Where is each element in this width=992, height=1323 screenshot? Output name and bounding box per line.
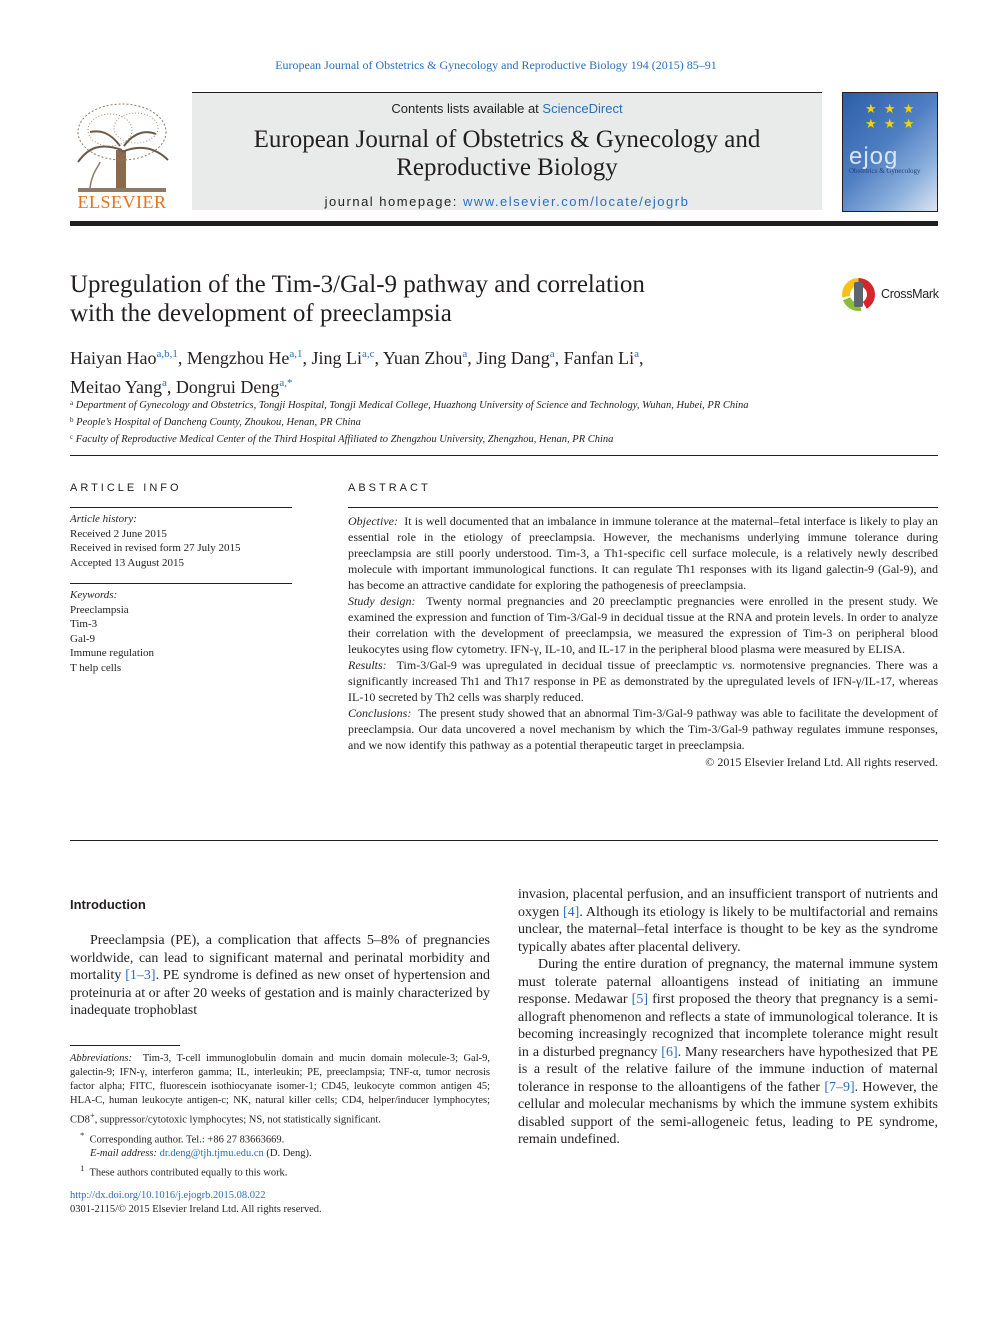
corresponding-text: Corresponding author. Tel.: +86 27 83663669. xyxy=(89,1134,285,1145)
corresponding-footnote xyxy=(70,1128,490,1148)
abstract-conclusions xyxy=(348,705,938,753)
contents-prefix: Contents lists available at xyxy=(391,101,543,116)
introduction-left-column xyxy=(70,932,490,1020)
author-affil[interactable]: a xyxy=(549,348,555,360)
equal-text: These authors contributed equally to this work. xyxy=(89,1167,288,1179)
results-text: Tim-3/Gal-9 was upregulated in decidual tissue of preeclamptic xyxy=(396,658,723,672)
keyword: T help cells xyxy=(70,661,122,674)
keyword: Immune regulation xyxy=(70,647,155,659)
affiliation xyxy=(70,396,938,413)
revised-date: Received in revised form 27 July 2015 xyxy=(70,542,241,554)
journal-title-line2: Reproductive Biology xyxy=(396,154,618,181)
abstract-rule xyxy=(348,507,938,508)
author-sep: , xyxy=(639,348,644,368)
text: Preeclampsia (PE), a complication that affects 5–8% of pregnancies worldwide, can lead to significant maternal and perinatal morbidity and mortality xyxy=(70,933,490,983)
affiliation-text: Department of Gynecology and Obstetrics, Tongji Hospital, Tongji Medical College, Huazhong University of Science and Technology, Wuhan, Hubei, PR China xyxy=(75,400,749,411)
equal-contribution-footnote xyxy=(70,1161,490,1181)
intro-paragraph-2 xyxy=(518,956,938,1149)
email-label: E-mail address: xyxy=(90,1148,157,1159)
results-label: Results: xyxy=(348,658,387,672)
abbreviations-tail: , suppressor/cytotoxic lymphocytes; NS, not statistically significant. xyxy=(94,1114,381,1126)
footnote-rule xyxy=(70,1045,180,1046)
homepage-link[interactable]: www.elsevier.com/locate/ejogrb xyxy=(462,194,690,209)
author-list xyxy=(70,342,800,400)
author-affil[interactable]: a,1 xyxy=(289,348,303,360)
abbreviations-label: Abbreviations: xyxy=(70,1053,133,1064)
crossmark-button[interactable] xyxy=(842,278,942,312)
abstract-heading: ABSTRACT xyxy=(348,482,431,494)
results-text-cont: normotensive pregnancies. There was a significantly increased Th1 and Th17 response in PE as demonstrated by the upregulated levels of IFN-γ/IL-17, whereas IL-10 secreted by Th2 cells was sharply reduced. xyxy=(348,658,938,704)
design-text: Twenty normal pregnancies and 20 preeclamptic pregnancies were enrolled in the present study. We examined the expression and function of Tim-3/Gal-9 in decidual tissue at the RNA and protein levels. In order to analyze their correlation with the development of preeclampsia, we measured the expression of Tim-3 on peripheral blood leukocytes using flow cytometry. IFN-γ, IL-10, and IL-17 in the peripheral blood plasma were measured by ELISA. xyxy=(348,594,938,656)
text: . However, the cellular and molecular mechanisms by which the immune system exhibits disabled support of the semi-allogeneic fetus, leading to PE syndrome, remain undefined. xyxy=(518,1079,938,1147)
article-title xyxy=(70,270,770,328)
author-name[interactable]: Haiyan Hao xyxy=(70,348,157,368)
intro-paragraph-1-cont xyxy=(518,886,938,956)
contents-line xyxy=(192,101,822,116)
author-name[interactable]: Yuan Zhou xyxy=(382,348,463,368)
accepted-date: Accepted 13 August 2015 xyxy=(70,556,184,569)
footnote-mark: * xyxy=(80,1129,85,1140)
abbreviations-sup: + xyxy=(89,1110,95,1120)
footnote-mark: 1 xyxy=(80,1163,85,1173)
doi-line xyxy=(70,1189,490,1203)
homepage-line xyxy=(192,194,822,209)
ref-link[interactable]: [4] xyxy=(563,904,580,920)
article-info-rule xyxy=(70,507,292,508)
text: invasion, placental perfusion, and an insufficient transport of nutrients and oxygen xyxy=(518,887,938,920)
journal-title xyxy=(192,126,822,182)
affiliations xyxy=(70,396,938,447)
article-history xyxy=(70,512,292,570)
author-name[interactable]: Jing Dang xyxy=(476,348,550,368)
footnotes xyxy=(70,1052,490,1217)
author-sep: , xyxy=(374,348,383,368)
author-affil[interactable]: a xyxy=(634,348,640,360)
keywords-label: Keywords: xyxy=(70,589,118,601)
author-sep: , xyxy=(166,377,176,397)
author-name[interactable]: Fanfan Li xyxy=(563,348,635,368)
author-affil[interactable]: a,c xyxy=(362,348,375,360)
text: . PE syndrome is defined as new onset of hypertension and proteinuria at or after 20 weeks of gestation and is mainly characterized by inadequate trophoblast xyxy=(70,968,490,1018)
cover-stars-icon: ★ ★ ★ ★ ★ ★ xyxy=(865,101,917,131)
abstract-results xyxy=(348,657,938,705)
author-affil[interactable]: a,b,1 xyxy=(156,348,178,360)
affiliation-key: b xyxy=(70,416,74,424)
ref-link[interactable]: [5] xyxy=(631,992,648,1007)
design-label: Study design: xyxy=(348,594,416,608)
keyword: Preeclampsia xyxy=(70,603,129,616)
elsevier-wordmark: ELSEVIER xyxy=(77,192,167,212)
history-label: Article history: xyxy=(70,513,137,525)
author-name[interactable]: Meitao Yang xyxy=(70,377,163,397)
keywords-rule xyxy=(70,583,292,584)
article-info-heading: ARTICLE INFO xyxy=(70,482,182,494)
abstract-copyright: © 2015 Elsevier Ireland Ltd. All rights reserved. xyxy=(705,755,938,769)
affiliation-rule xyxy=(70,455,938,456)
abbreviations-text: Tim-3, T-cell immunoglobulin domain and mucin domain molecule-3; Gal-9, galectin-9; IFN-γ, interferon gamma; IL, interleukin; PE, preeclampsia; TNF-α, tumor necrosis factor alpha; FITC, fluorescein isothiocyanate isomer-1; CD45, leukocyte common antigen 45; HLA-C, human leukocyte antigen-c; NK, natural killer cells; CD4, helper/inducer lymphocytes; CD8 xyxy=(70,1053,490,1126)
abstract-design xyxy=(348,593,938,657)
masthead xyxy=(70,92,938,228)
cover-logo: ejog xyxy=(849,143,899,170)
results-vs: vs. xyxy=(722,658,736,672)
affiliation-key: c xyxy=(70,433,74,441)
crossmark-icon xyxy=(842,278,875,311)
abstract-body xyxy=(348,513,938,770)
keywords xyxy=(70,588,292,675)
cover-caption: Obstetrics & Gynecology xyxy=(849,167,921,175)
crossmark-label: CrossMark xyxy=(881,287,939,301)
author-name[interactable]: Dongrui Deng xyxy=(175,377,280,397)
keyword: Tim-3 xyxy=(70,618,98,630)
article-title-line2: with the development of preeclampsia xyxy=(70,300,452,327)
tree-icon xyxy=(70,102,174,198)
abstract-objective xyxy=(348,513,938,593)
affiliation-text: Faculty of Reproductive Medical Center of the Third Hospital Affiliated to Zhengzhou University, Zhengzhou, Henan, PR China xyxy=(75,434,614,445)
author-name[interactable]: Mengzhou He xyxy=(186,348,290,368)
conclusions-label: Conclusions: xyxy=(348,706,412,720)
author-sep: , xyxy=(554,348,564,368)
email-link[interactable]: dr.deng@tjh.tjmu.edu.cn xyxy=(159,1148,264,1159)
author-affil[interactable]: a xyxy=(462,348,468,360)
author-sep: , xyxy=(302,348,312,368)
keyword: Gal-9 xyxy=(70,632,96,645)
issn-line: 0301-2115/© 2015 Elsevier Ireland Ltd. All rights reserved. xyxy=(70,1203,322,1215)
running-head[interactable]: European Journal of Obstetrics & Gynecology and Reproductive Biology 194 (2015) 85–91 xyxy=(275,58,717,72)
objective-label: Objective: xyxy=(348,514,398,528)
objective-text: It is well documented that an imbalance in immune tolerance at the maternal–fetal interface is likely to play an essential role in the etiology of preeclampsia. However, the mechanisms underlying immune tolerance during preeclampsia are still poorly understood. Tim-3, a Th1-specific cell surface molecule, is a relatively newly described molecule with important immunological functions. It can regulate Th1 responses with its ligand galectin-9 (Gal-9), and has become an attractive candidate for exploring the pathogenesis of preeclampsia. xyxy=(348,514,938,592)
journal-cover[interactable] xyxy=(842,92,938,212)
sciencedirect-link[interactable]: ScienceDirect xyxy=(542,101,623,116)
masthead-rule xyxy=(70,221,938,226)
doi-link[interactable]: http://dx.doi.org/10.1016/j.ejogrb.2015.08.022 xyxy=(70,1189,266,1201)
affiliation xyxy=(70,413,938,430)
author-sep: , xyxy=(467,348,477,368)
author-sep: , xyxy=(177,348,187,368)
text: During the entire duration of pregnancy, the maternal immune system must tolerate paternal alloantigens instead of initiating an immune response. Medawar xyxy=(518,957,938,1007)
text: . Many researchers have hypothesized that PE is a result of the relative failure of the immune induction of maternal tolerance in response to the alloantigens of the father xyxy=(518,1044,938,1095)
ref-link[interactable]: [6] xyxy=(661,1044,678,1060)
affiliation-text: People’s Hospital of Dancheng County, Zhoukou, Henan, PR China xyxy=(76,417,361,428)
intro-paragraph-1 xyxy=(70,932,490,1020)
introduction-heading: Introduction xyxy=(70,897,146,912)
author-affil[interactable]: a xyxy=(162,377,167,389)
introduction-right-column xyxy=(518,886,938,1149)
abstract-bottom-rule xyxy=(70,840,938,841)
journal-banner xyxy=(192,92,822,210)
author-affil[interactable]: a,* xyxy=(279,377,293,389)
ref-link[interactable]: [1–3] xyxy=(125,968,156,983)
email-tail: (D. Deng). xyxy=(263,1148,312,1159)
homepage-prefix: journal homepage: xyxy=(324,194,463,209)
text: first proposed the theory that pregnancy is a semi-allograft phenomenon and reflects a state of immunological tolerance. It is becoming increasingly recognized that incomplete tolerance might result in a disturbed pregnancy xyxy=(518,992,938,1060)
conclusions-text: The present study showed that an abnormal Tim-3/Gal-9 pathway was able to facilitate the development of preeclampsia. Our data uncovered a novel mechanism by which the Tim-3/Gal-9 pathway regulates immune responses, and we now identify this pathway as a potential therapeutic target in preeclampsia. xyxy=(348,706,938,752)
author-name[interactable]: Jing Li xyxy=(311,348,362,368)
article-title-line1: Upregulation of the Tim-3/Gal-9 pathway and correlation xyxy=(70,271,645,298)
received-date: Received 2 June 2015 xyxy=(70,527,167,540)
email-footnote xyxy=(70,1147,490,1161)
journal-title-line1: European Journal of Obstetrics & Gynecology and xyxy=(253,126,761,153)
abbreviations-footnote xyxy=(70,1052,490,1128)
affiliation-key: a xyxy=(70,399,74,407)
text: . Although its etiology is likely to be multifactorial and remains unclear, the maternal–fetal interface is thought to be key as the syndrome typically abates after placental delivery. xyxy=(518,904,939,955)
ref-link[interactable]: [7–9] xyxy=(824,1079,855,1095)
affiliation xyxy=(70,430,938,447)
